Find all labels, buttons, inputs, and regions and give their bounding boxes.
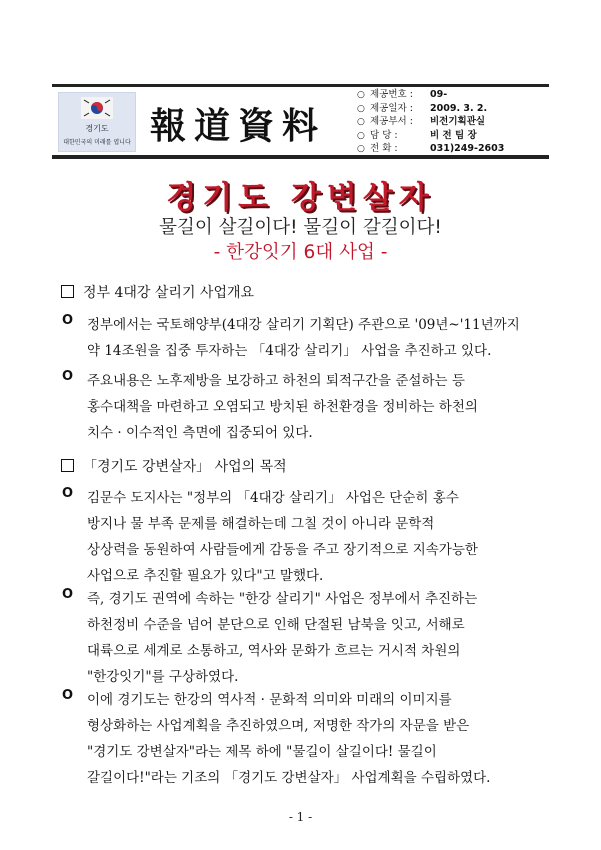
section-heading: 정부 4대강 살리기 사업개요 [61,282,254,302]
info-row: ○ 전 화 : 031)249-2603 [357,142,547,156]
bullet-circle-icon: O [62,486,74,501]
logo-brand: 경기도 [85,124,109,133]
gyeonggi-logo [58,92,136,152]
info-row: ○ 제공부서 : 비전기획관실 [357,115,547,129]
bullet-circle-icon: O [62,369,74,384]
subtitle-project: - 한강잇기 6대 사업 - [213,242,388,263]
page-title: 경기도 강변살자 [166,180,435,216]
bullet-circle-icon: O [62,688,74,703]
info-row: ○ 제공일자 : 2009. 3. 2. [357,102,547,116]
checkbox-square-icon [61,459,74,472]
bullet-icon: ○ [357,103,365,114]
taegeuk-flag-icon [81,97,113,119]
header-bottom-rule [52,155,549,159]
bullet-icon: ○ [357,130,365,141]
header-top-rule [52,84,549,87]
info-row: ○ 담 당 : 비 전 팀 장 [357,129,547,143]
masthead: 報道資料 [150,105,327,147]
bullet-circle-icon: O [62,313,74,328]
page-number: - 1 - [288,810,313,824]
info-row: ○ 제공번호 : 09- [357,88,547,102]
press-release-header [52,84,549,160]
bullet-icon: ○ [357,90,365,100]
checkbox-square-icon [61,285,74,298]
bullet-icon: ○ [357,144,365,154]
subtitle: 물길이 살길이다! 물길이 갈길이다! [159,217,442,238]
release-info [357,88,547,156]
bullet-icon: ○ [357,117,365,127]
section-heading: 「경기도 강변살자」 사업의 목적 [61,456,287,476]
logo-tagline: 대한민국의 미래를 엽니다 [63,139,131,146]
bullet-circle-icon: O [62,587,74,602]
